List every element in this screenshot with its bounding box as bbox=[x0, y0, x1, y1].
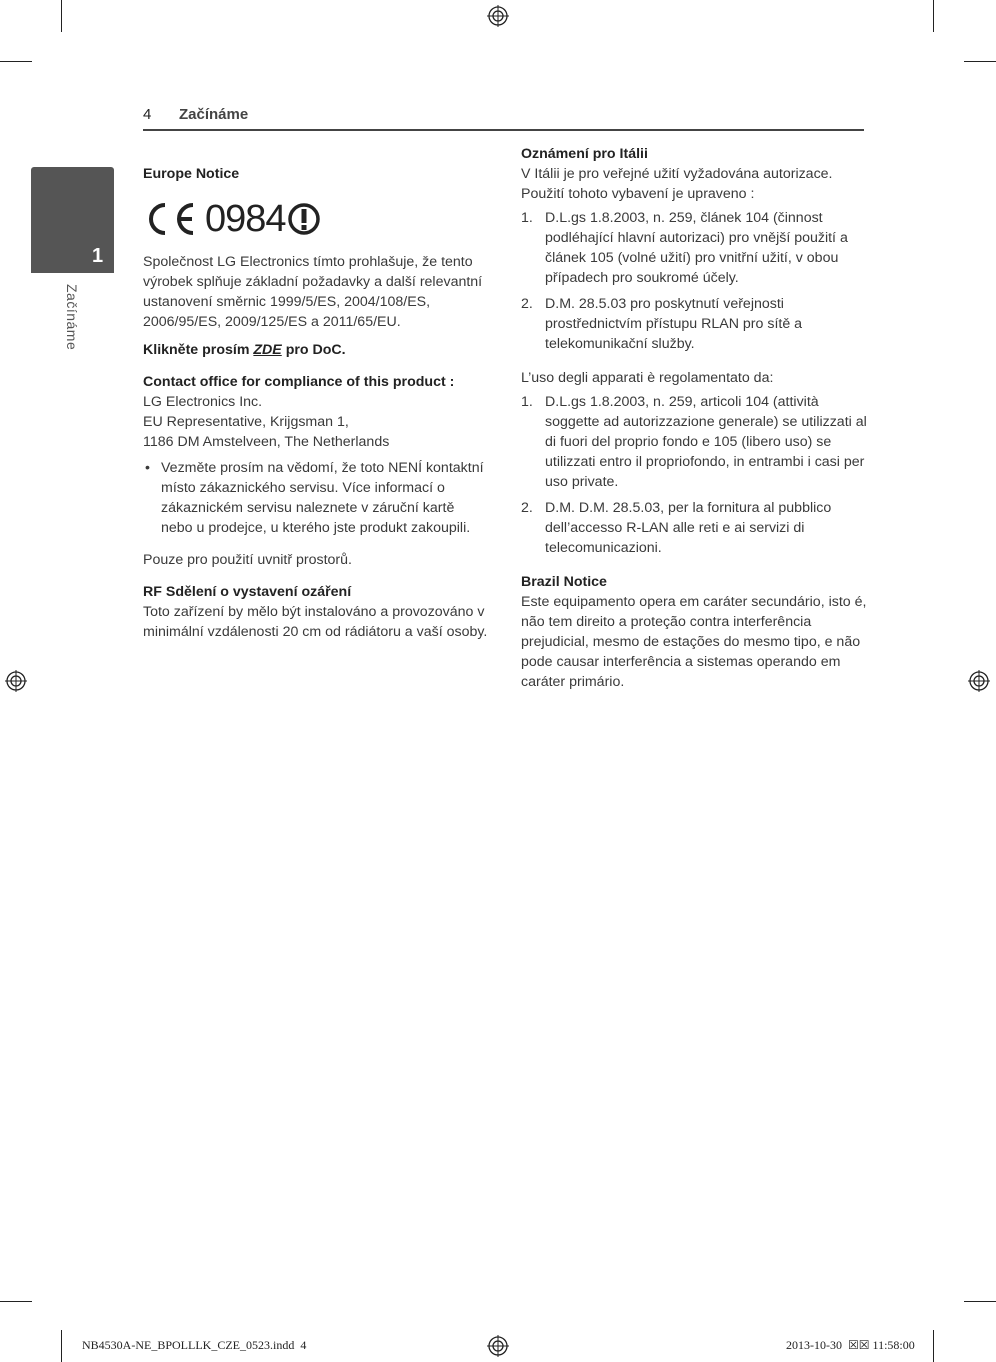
footer-file bbox=[82, 1338, 306, 1353]
bullet-text: Vezměte prosím na vědomí, že toto NENÍ kontaktní místo zákaznického servisu. Více informací o zákaznickém servisu naleznete v záruční kartě nebo u prodejce, u kterého jste produkt zakoupili. bbox=[161, 460, 484, 536]
declaration-text: Společnost LG Electronics tímto prohlašuje, že tento výrobek splňuje základní požadavky a další relevantní ustanovení směrnic 1999/5/ES, 2004/108/ES, 2006/95/ES, 2009/125/ES a 2011/65/EU. bbox=[143, 254, 483, 330]
indoor-text: Pouze pro použití uvnitř prostorů. bbox=[143, 552, 352, 568]
registration-mark-icon bbox=[487, 5, 509, 27]
list-text: D.M. 28.5.03 pro poskytnutí veřejnosti prostřednictvím přístupu RLAN pro sítě a telekomunikační služby. bbox=[545, 296, 803, 352]
italy-list bbox=[521, 208, 869, 354]
list-number: 1. bbox=[521, 210, 533, 226]
registration-mark-icon bbox=[487, 1335, 509, 1357]
rf-text: Toto zařízení by mělo být instalováno a provozováno v minimální vzdálenosti 20 cm od rádiátoru a vaší osoby. bbox=[143, 604, 488, 640]
ce-mark bbox=[143, 192, 488, 246]
brazil-text: Este equipamento opera em caráter secundário, isto é, não tem direito a proteção contra interferência prejudicial, mesmo de estações do mesmo tipo, e não pode causar interferência a sistemas operando em caráter primário. bbox=[521, 594, 867, 690]
list-number: 2. bbox=[521, 296, 533, 312]
footer-glyphs: ☒☒ bbox=[848, 1338, 870, 1352]
list-item bbox=[521, 208, 869, 288]
doc-suffix: pro DoC. bbox=[281, 342, 346, 358]
doc-line bbox=[143, 340, 488, 360]
crop-mark bbox=[0, 1301, 32, 1302]
footer-page: 4 bbox=[300, 1338, 307, 1352]
chapter-number: 1 bbox=[92, 245, 104, 267]
left-column bbox=[143, 164, 488, 642]
doc-link[interactable]: ZDE bbox=[253, 342, 282, 358]
rf-heading: RF Sdělení o vystavení ozáření bbox=[143, 584, 352, 600]
bullet-icon: • bbox=[145, 460, 150, 476]
list-text: D.L.gs 1.8.2003, n. 259, articoli 104 (attività soggette ad autorizzazione generale) se utilizzati al di fuori del proprio fondo e 105 (libero uso) se utilizzati entro il propriofondo, in entrambi i casi per uso private. bbox=[545, 394, 867, 490]
list-item bbox=[521, 392, 869, 492]
contact-line: EU Representative, Krijgsman 1, bbox=[143, 414, 349, 430]
alert-class-icon bbox=[287, 202, 321, 236]
notified-body-number: 0984 bbox=[205, 198, 286, 240]
europe-heading: Europe Notice bbox=[143, 166, 240, 182]
list-item bbox=[521, 498, 869, 558]
list-text: D.L.gs 1.8.2003, n. 259, článek 104 (činnost podléhající hlavní autorizaci) pro vnější použití a článek 105 (volné užití) pro vnitřní užití, v obou případech pro soukromé účely. bbox=[545, 210, 848, 286]
crop-mark bbox=[61, 1330, 62, 1362]
italian-list bbox=[521, 392, 869, 558]
italian-intro: L’uso degli apparati è regolamentato da: bbox=[521, 370, 774, 386]
page-number: 4 bbox=[143, 106, 152, 123]
doc-prefix: Klikněte prosím bbox=[143, 342, 254, 358]
footer-filename: NB4530A-NE_BPOLLLK_CZE_0523.indd bbox=[82, 1338, 295, 1352]
registration-mark-icon bbox=[5, 670, 27, 692]
brazil-heading: Brazil Notice bbox=[521, 574, 607, 590]
list-item bbox=[521, 294, 869, 354]
header-rule bbox=[143, 129, 864, 131]
footer-date: 2013-10-30 bbox=[786, 1338, 842, 1352]
crop-mark bbox=[933, 0, 934, 32]
crop-mark bbox=[61, 0, 62, 32]
crop-mark bbox=[0, 61, 32, 62]
registration-mark-icon bbox=[968, 670, 990, 692]
section-title: Začínáme bbox=[179, 106, 249, 123]
list-item bbox=[143, 458, 488, 538]
footer-time: 11:58:00 bbox=[872, 1338, 915, 1352]
footer-timestamp bbox=[786, 1338, 915, 1353]
right-column bbox=[521, 144, 869, 692]
italy-heading: Oznámení pro Itálii bbox=[521, 146, 648, 162]
italy-intro: V Itálii je pro veřejné užití vyžadována autorizace. Použití tohoto vybavení je upraveno : bbox=[521, 166, 833, 202]
chapter-label: Začínáme bbox=[64, 284, 80, 351]
contact-heading: Contact office for compliance of this product : bbox=[143, 374, 455, 390]
bullet-list bbox=[143, 458, 488, 538]
ce-mark-icon bbox=[143, 199, 197, 239]
crop-mark bbox=[964, 61, 996, 62]
contact-line: LG Electronics Inc. bbox=[143, 394, 263, 410]
list-number: 2. bbox=[521, 500, 533, 516]
list-number: 1. bbox=[521, 394, 533, 410]
crop-mark bbox=[964, 1301, 996, 1302]
contact-line: 1186 DM Amstelveen, The Netherlands bbox=[143, 434, 390, 450]
crop-mark bbox=[933, 1330, 934, 1362]
list-text: D.M. D.M. 28.5.03, per la fornitura al pubblico dell’accesso R-LAN alle reti e ai servizi di telecomunicazioni. bbox=[545, 500, 832, 556]
